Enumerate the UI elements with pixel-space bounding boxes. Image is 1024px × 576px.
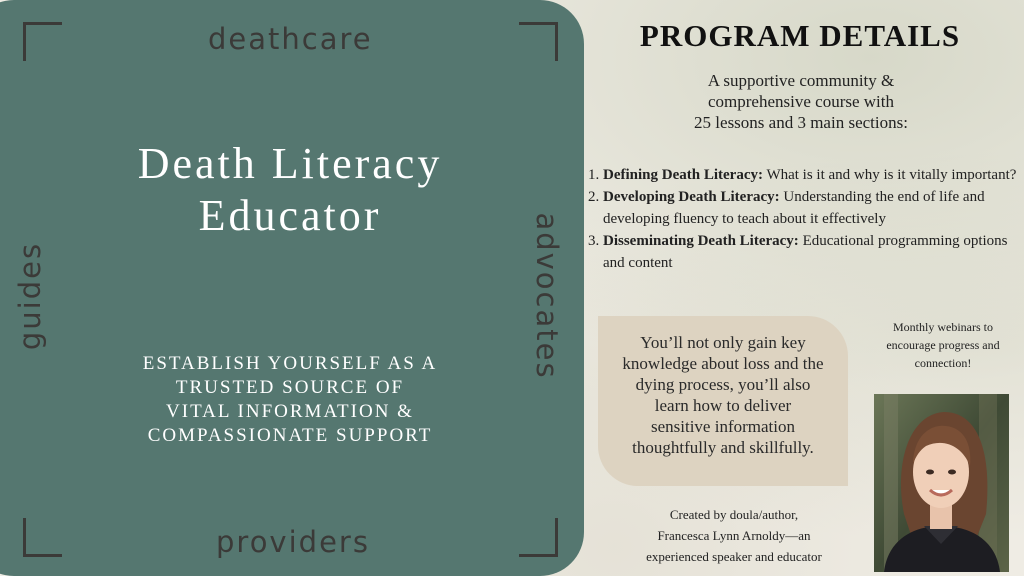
- author-photo: [874, 394, 1009, 572]
- section-text: Understanding the end of life and developing fluency to teach about it effectively: [603, 189, 985, 227]
- tagline-line: ESTABLISH YOURSELF AS A: [142, 353, 438, 374]
- webinar-line: connection!: [914, 356, 972, 370]
- quote-line: dying process, you’ll also: [635, 375, 811, 394]
- quote-line: thoughtfully and skillfully.: [632, 438, 814, 457]
- section-list: [588, 164, 1018, 274]
- section-number: 2.: [588, 189, 600, 205]
- quote-line: sensitive information: [650, 417, 795, 436]
- section-item: [588, 164, 1018, 186]
- intro-line: 25 lessons and 3 main sections:: [694, 113, 908, 132]
- title-line-1: Death Literacy: [137, 139, 443, 188]
- author-credit: [612, 504, 856, 567]
- quote-line: knowledge about loss and the: [622, 354, 824, 373]
- webinar-line: Monthly webinars to: [893, 320, 993, 334]
- section-number: 1.: [588, 167, 600, 183]
- webinar-note: [868, 318, 1018, 372]
- section-item: [588, 230, 1018, 274]
- section-title: Disseminating Death Literacy:: [603, 233, 799, 249]
- word-guides: guides: [13, 241, 47, 351]
- intro-line: comprehensive course with: [708, 92, 894, 111]
- credit-line: Francesca Lynn Arnoldy—an: [657, 528, 811, 543]
- corner-bracket-top-right: [519, 22, 558, 61]
- corner-bracket-bottom-left: [23, 518, 62, 557]
- intro-line: A supportive community &: [707, 71, 895, 90]
- quote-line: learn how to deliver: [654, 396, 792, 415]
- tagline-line: TRUSTED SOURCE OF: [175, 377, 405, 398]
- credit-line: Created by doula/author,: [669, 507, 799, 522]
- tagline: [90, 352, 490, 448]
- tagline-line: VITAL INFORMATION &: [166, 401, 414, 422]
- program-details-heading: PROGRAM DETAILS: [639, 18, 961, 53]
- quote-line: You’ll not only gain key: [640, 333, 806, 352]
- section-number: 3.: [588, 233, 600, 249]
- program-intro: [626, 70, 976, 133]
- section-text: Educational programming options and content: [603, 233, 1008, 271]
- corner-bracket-bottom-right: [519, 518, 558, 557]
- section-text: What is it and why is it vitally important?: [762, 167, 1017, 183]
- word-advocates: advocates: [530, 212, 564, 380]
- author-portrait-icon: [874, 394, 1009, 572]
- course-title: [70, 138, 510, 242]
- section-title: Developing Death Literacy:: [603, 189, 780, 205]
- tagline-line: COMPASSIONATE SUPPORT: [147, 425, 433, 446]
- quote-text: [604, 332, 842, 458]
- section-title: Defining Death Literacy:: [603, 167, 763, 183]
- credit-line: experienced speaker and educator: [646, 549, 822, 564]
- word-deathcare: deathcare: [208, 22, 373, 56]
- word-providers: providers: [216, 525, 370, 559]
- corner-bracket-top-left: [23, 22, 62, 61]
- section-item: [588, 186, 1018, 230]
- webinar-line: encourage progress and: [886, 338, 1000, 352]
- title-line-2: Educator: [198, 191, 382, 240]
